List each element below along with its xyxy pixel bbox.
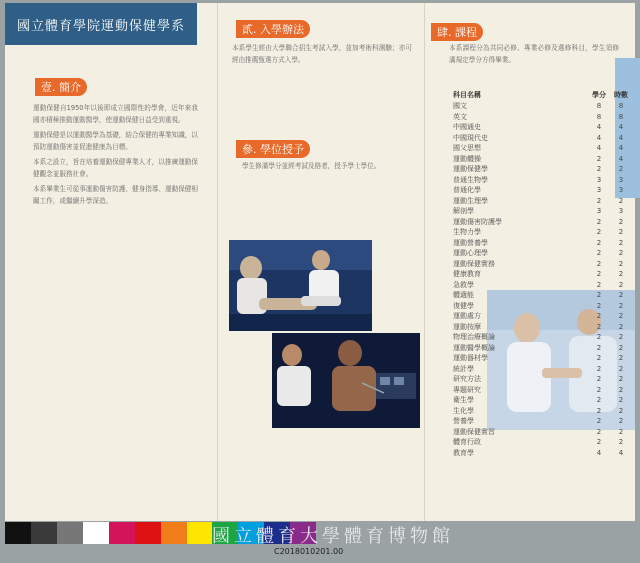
credits-cell: 3 — [596, 186, 602, 195]
hours-cell: 2 — [618, 165, 624, 174]
color-swatch — [161, 522, 187, 544]
course-name-cell: 運動體操 — [453, 154, 481, 163]
section-degree-text — [242, 161, 412, 173]
table-row — [453, 385, 633, 396]
table-row — [453, 101, 633, 112]
hours-cell: 8 — [618, 102, 624, 111]
panel-left — [5, 3, 215, 521]
course-name-cell: 中國通史 — [453, 123, 481, 132]
table-row — [453, 175, 633, 186]
hours-cell: 4 — [618, 123, 624, 132]
table-row — [453, 122, 633, 133]
credits-cell: 2 — [596, 238, 602, 247]
column-header-credits: 學分 — [592, 90, 606, 99]
credits-cell: 2 — [596, 217, 602, 226]
table-row — [453, 290, 633, 301]
hours-cell: 2 — [618, 196, 624, 205]
admission-paragraph: 本系學生經由大學聯合招生考試入學，並加考術科測驗；亦可經由推薦甄選方式入學。 — [232, 44, 412, 64]
credits-cell: 2 — [596, 228, 602, 237]
table-body — [453, 101, 633, 458]
color-swatch — [5, 522, 31, 544]
course-name-cell: 運動保健學 — [453, 165, 488, 174]
course-name-cell: 運動器材學 — [453, 354, 488, 363]
hours-cell: 2 — [618, 280, 624, 289]
hours-cell: 8 — [618, 112, 624, 121]
hours-cell: 4 — [618, 448, 624, 457]
credits-cell: 2 — [596, 438, 602, 447]
hours-cell: 2 — [618, 249, 624, 258]
hours-cell: 2 — [618, 217, 624, 226]
course-name-cell: 生化學 — [453, 406, 474, 415]
department-title-banner — [5, 3, 197, 45]
credits-cell: 8 — [596, 112, 602, 121]
table-row — [453, 133, 633, 144]
hours-cell: 2 — [618, 364, 624, 373]
table-row — [453, 238, 633, 249]
table-row — [453, 448, 633, 459]
credits-cell: 2 — [596, 154, 602, 163]
course-name-cell: 體適能 — [453, 291, 474, 300]
course-name-cell: 運動保健實務 — [453, 259, 495, 268]
color-swatch — [83, 522, 109, 544]
credits-cell: 2 — [596, 322, 602, 331]
column-header-hours: 時數 — [614, 90, 628, 99]
table-header-row — [453, 88, 633, 101]
color-swatch — [31, 522, 57, 544]
course-name-cell: 國文 — [453, 102, 467, 111]
hours-cell: 2 — [618, 259, 624, 268]
hours-cell: 2 — [618, 228, 624, 237]
hours-cell: 2 — [618, 312, 624, 321]
credits-cell: 2 — [596, 375, 602, 384]
course-name-cell: 普通生物學 — [453, 175, 488, 184]
color-swatch — [187, 522, 212, 544]
table-row — [453, 353, 633, 364]
table-row — [453, 248, 633, 259]
color-swatch — [57, 522, 83, 544]
course-name-cell: 運動保健實習 — [453, 427, 495, 436]
hours-cell: 2 — [618, 238, 624, 247]
credits-cell: 8 — [596, 102, 602, 111]
table-row — [453, 196, 633, 207]
credits-cell: 2 — [596, 385, 602, 394]
course-name-cell: 復健學 — [453, 301, 474, 310]
intro-paragraph: 運動保健是以運動醫學為基礎，結合保健的專業知識，以預防運動傷害並促進健康為目標。 — [33, 131, 198, 151]
table-row — [453, 164, 633, 175]
course-name-cell: 解剖學 — [453, 207, 474, 216]
table-row — [453, 259, 633, 270]
curriculum-intro: 本系課程分為共同必修、專業必修及選修科目，學生須修滿規定學分方得畢業。 — [449, 44, 619, 64]
credits-cell: 2 — [596, 406, 602, 415]
table-row — [453, 301, 633, 312]
credits-cell: 2 — [596, 364, 602, 373]
credits-cell: 3 — [596, 175, 602, 184]
table-row — [453, 280, 633, 291]
museum-watermark: 國立體育大學體育博物館 — [212, 526, 454, 547]
curriculum-table — [453, 88, 633, 458]
hours-cell: 2 — [618, 343, 624, 352]
hours-cell: 2 — [618, 417, 624, 426]
table-row — [453, 217, 633, 228]
course-name-cell: 健康教育 — [453, 270, 481, 279]
credits-cell: 4 — [596, 123, 602, 132]
table-row — [453, 395, 633, 406]
credits-cell: 3 — [596, 207, 602, 216]
course-name-cell: 教育學 — [453, 448, 474, 457]
hours-cell: 2 — [618, 270, 624, 279]
table-row — [453, 143, 633, 154]
table-row — [453, 416, 633, 427]
course-name-cell: 普通化學 — [453, 186, 481, 195]
credits-cell: 2 — [596, 427, 602, 436]
credits-cell: 4 — [596, 133, 602, 142]
course-name-cell: 物理治療概論 — [453, 333, 495, 342]
hours-cell: 2 — [618, 385, 624, 394]
table-row — [453, 427, 633, 438]
course-name-cell: 營養學 — [453, 417, 474, 426]
course-name-cell: 中國現代史 — [453, 133, 488, 142]
credits-cell: 2 — [596, 249, 602, 258]
course-name-cell: 運動傷害防護學 — [453, 217, 502, 226]
hours-cell: 2 — [618, 333, 624, 342]
table-row — [453, 206, 633, 217]
credits-cell: 2 — [596, 259, 602, 268]
table-row — [453, 322, 633, 333]
credits-cell: 4 — [596, 144, 602, 153]
course-name-cell: 生物力學 — [453, 228, 481, 237]
department-title: 國立體育學院運動保健學系 — [16, 18, 185, 34]
table-row — [453, 227, 633, 238]
table-row — [453, 311, 633, 322]
course-name-cell: 運動生理學 — [453, 196, 488, 205]
course-name-cell: 體育行政 — [453, 438, 481, 447]
table-row — [453, 112, 633, 123]
course-name-cell: 運動營養學 — [453, 238, 488, 247]
section-degree-tag: 參. 學位授予 — [236, 140, 310, 158]
table-row — [453, 437, 633, 448]
degree-paragraph: 學生修滿學分並經考試及格者，授予學士學位。 — [242, 162, 381, 170]
course-name-cell: 國父思想 — [453, 144, 481, 153]
color-swatch — [135, 522, 161, 544]
table-row — [453, 364, 633, 375]
hours-cell: 3 — [618, 175, 624, 184]
color-swatch — [109, 522, 135, 544]
credits-cell: 2 — [596, 270, 602, 279]
photo-taping-demo — [229, 240, 372, 331]
course-name-cell: 運動按摩 — [453, 322, 481, 331]
hours-cell: 2 — [618, 438, 624, 447]
credits-cell: 2 — [596, 196, 602, 205]
hours-cell: 3 — [618, 186, 624, 195]
course-name-cell: 運動心理學 — [453, 249, 488, 258]
section-intro-text — [33, 103, 198, 207]
section-admission-text — [232, 43, 412, 66]
hours-cell: 2 — [618, 396, 624, 405]
course-name-cell: 專題研究 — [453, 385, 481, 394]
hours-cell: 4 — [618, 133, 624, 142]
credits-cell: 4 — [596, 448, 602, 457]
credits-cell: 2 — [596, 396, 602, 405]
hours-cell: 2 — [618, 291, 624, 300]
hours-cell: 2 — [618, 322, 624, 331]
section-curriculum-tag: 肆. 課程 — [431, 23, 483, 41]
hours-cell: 4 — [618, 154, 624, 163]
table-row — [453, 332, 633, 343]
table-row — [453, 406, 633, 417]
credits-cell: 2 — [596, 354, 602, 363]
photo-therapy-session — [272, 333, 420, 428]
intro-paragraph: 運動保健自1950年以後即成立國際性的學會，近年來我國亦積極推動運動醫學，使運動保健日益受到重視。 — [33, 104, 198, 124]
hours-cell: 2 — [618, 406, 624, 415]
credits-cell: 2 — [596, 280, 602, 289]
course-name-cell: 急救學 — [453, 280, 474, 289]
hours-cell: 3 — [618, 207, 624, 216]
course-name-cell: 運動醫學概論 — [453, 343, 495, 352]
course-name-cell: 英文 — [453, 112, 467, 121]
hours-cell: 2 — [618, 354, 624, 363]
section-admission-tag: 貳. 入學辦法 — [236, 20, 310, 38]
credits-cell: 2 — [596, 301, 602, 310]
brochure-scan — [5, 3, 635, 521]
course-name-cell: 衛生學 — [453, 396, 474, 405]
table-row — [453, 154, 633, 165]
credits-cell: 2 — [596, 312, 602, 321]
course-name-cell: 統計學 — [453, 364, 474, 373]
credits-cell: 2 — [596, 333, 602, 342]
curriculum-intro-text — [449, 43, 619, 66]
credits-cell: 2 — [596, 343, 602, 352]
hours-cell: 4 — [618, 144, 624, 153]
table-row — [453, 343, 633, 354]
hours-cell: 2 — [618, 375, 624, 384]
column-header-course: 科目名稱 — [453, 90, 481, 99]
course-name-cell: 運動處方 — [453, 312, 481, 321]
catalog-code: C2018010201.00 — [274, 547, 344, 556]
hours-cell: 2 — [618, 427, 624, 436]
intro-paragraph: 本系之設立，旨在培養運動保健專業人才，以推廣運動保健觀念並服務社會。 — [33, 158, 198, 178]
table-row — [453, 374, 633, 385]
credits-cell: 2 — [596, 291, 602, 300]
intro-paragraph: 本系畢業生可從事運動傷害防護、健身指導、運動保健相關工作，或繼續升學深造。 — [33, 185, 198, 205]
hours-cell: 2 — [618, 301, 624, 310]
table-row — [453, 185, 633, 196]
credits-cell: 2 — [596, 165, 602, 174]
credits-cell: 2 — [596, 417, 602, 426]
course-name-cell: 研究方法 — [453, 375, 481, 384]
section-intro-tag: 壹. 簡介 — [35, 78, 87, 96]
table-row — [453, 269, 633, 280]
